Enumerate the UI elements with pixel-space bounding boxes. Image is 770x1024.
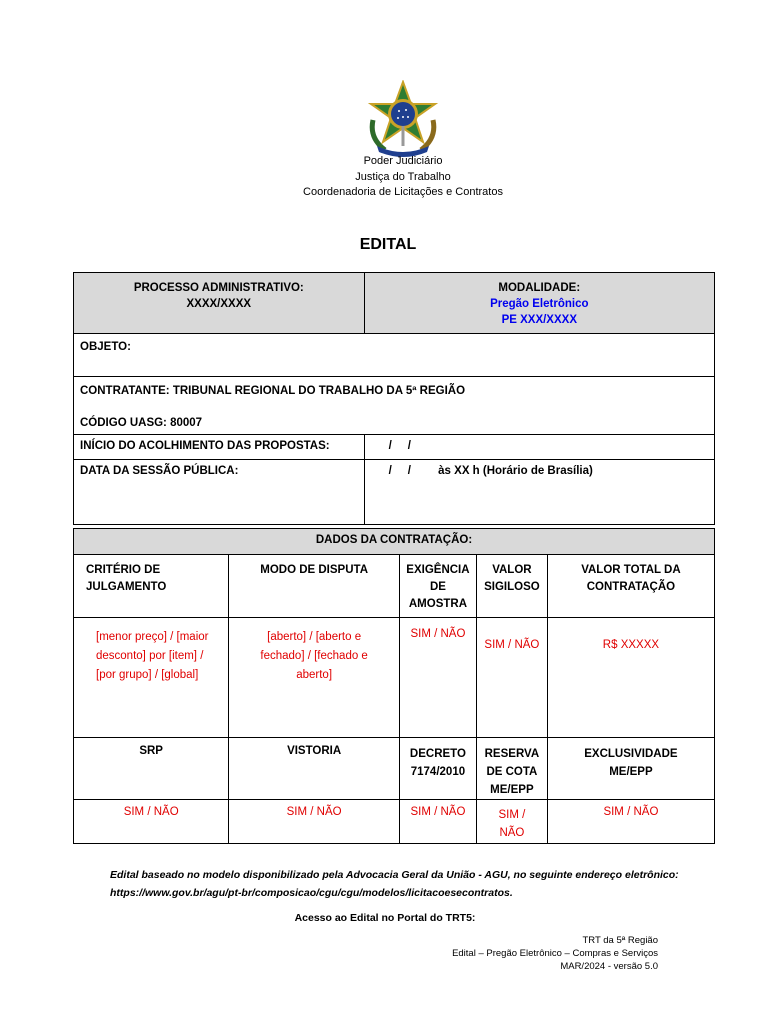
document-title: EDITAL [359, 236, 417, 253]
inicio-label: INÍCIO DO ACOLHIMENTO DAS PROPOSTAS: [74, 435, 365, 460]
objeto-label: OBJETO: [80, 341, 131, 353]
modo-header: MODO DE DISPUTA [229, 555, 400, 618]
modalidade-number: PE XXX/XXXX [501, 314, 577, 326]
modo-value: [aberto] / [aberto e fechado] / [fechado e aberto] [229, 618, 400, 738]
footer-version-block [452, 934, 658, 973]
criterio-header: CRITÉRIO DE JULGAMENTO [74, 555, 229, 618]
coat-of-arms-seal [363, 80, 443, 158]
exclusividade-header: EXCLUSIVIDADE ME/EPP [547, 738, 714, 800]
reserva-value: SIM / NÃO [476, 800, 547, 844]
dados-title: DADOS DA CONTRATAÇÃO: [74, 529, 715, 555]
header-justice: Justiça do Trabalho [355, 171, 451, 183]
footer-version: MAR/2024 - versão 5.0 [560, 961, 658, 972]
vistoria-value: SIM / NÃO [229, 800, 400, 844]
exigencia-value: SIM / NÃO [399, 618, 476, 738]
contratante-cell [74, 377, 715, 435]
modalidade-value: Pregão Eletrônico [490, 298, 589, 310]
objeto-cell [74, 334, 715, 377]
exigencia-header: EXIGÊNCIA DE AMOSTRA [399, 555, 476, 618]
footer-edital-type: Edital – Pregão Eletrônico – Compras e Serviços [452, 948, 658, 959]
uasg-code: CÓDIGO UASG: 80007 [80, 417, 203, 429]
total-header: VALOR TOTAL DA CONTRATAÇÃO [547, 555, 714, 618]
header-judiciary: Poder Judiciário [363, 155, 443, 167]
srp-value: SIM / NÃO [74, 800, 229, 844]
exclusividade-value: SIM / NÃO [547, 800, 714, 844]
portal-access-text: Acesso ao Edital no Portal do TRT5: [294, 912, 476, 924]
decreto-value: SIM / NÃO [399, 800, 476, 844]
vistoria-header: VISTORIA [229, 738, 400, 800]
edital-info-table [73, 272, 715, 525]
total-value: R$ XXXXX [547, 618, 714, 738]
inicio-value: / / [364, 435, 714, 460]
sessao-label: DATA DA SESSÃO PÚBLICA: [74, 460, 365, 525]
sigiloso-value: SIM / NÃO [476, 618, 547, 738]
criterio-value: [menor preço] / [maior desconto] por [item] / [por grupo] / [global] [74, 618, 229, 738]
contratante-text: CONTRATANTE: TRIBUNAL REGIONAL DO TRABALHO DA 5ª REGIÃO [80, 385, 466, 397]
processo-label: PROCESSO ADMINISTRATIVO: [133, 282, 304, 294]
footer-region: TRT da 5ª Região [582, 935, 658, 946]
reserva-header: RESERVA DE COTA ME/EPP [476, 738, 547, 800]
processo-cell [74, 273, 365, 334]
sessao-value-cell [364, 460, 714, 525]
modalidade-label: MODALIDADE: [498, 282, 581, 294]
sessao-date: / / [388, 465, 411, 477]
sessao-time: às XX h (Horário de Brasília) [438, 465, 593, 477]
processo-value: XXXX/XXXX [186, 298, 252, 310]
dados-contratacao-table [73, 528, 715, 844]
agu-model-note: Edital baseado no modelo disponibilizado pela Advocacia Geral da União - AGU, no seguinte endereço eletrônico: https://www.gov.br/agu/pt-br/composicao/cgu/cgu/modelos/licitacoesecontratos. [110, 869, 679, 899]
sigiloso-header: VALOR SIGILOSO [476, 555, 547, 618]
srp-header: SRP [74, 738, 229, 800]
modalidade-cell [364, 273, 714, 334]
decreto-header: DECRETO 7174/2010 [399, 738, 476, 800]
header-coordination: Coordenadoria de Licitações e Contratos [303, 186, 503, 198]
